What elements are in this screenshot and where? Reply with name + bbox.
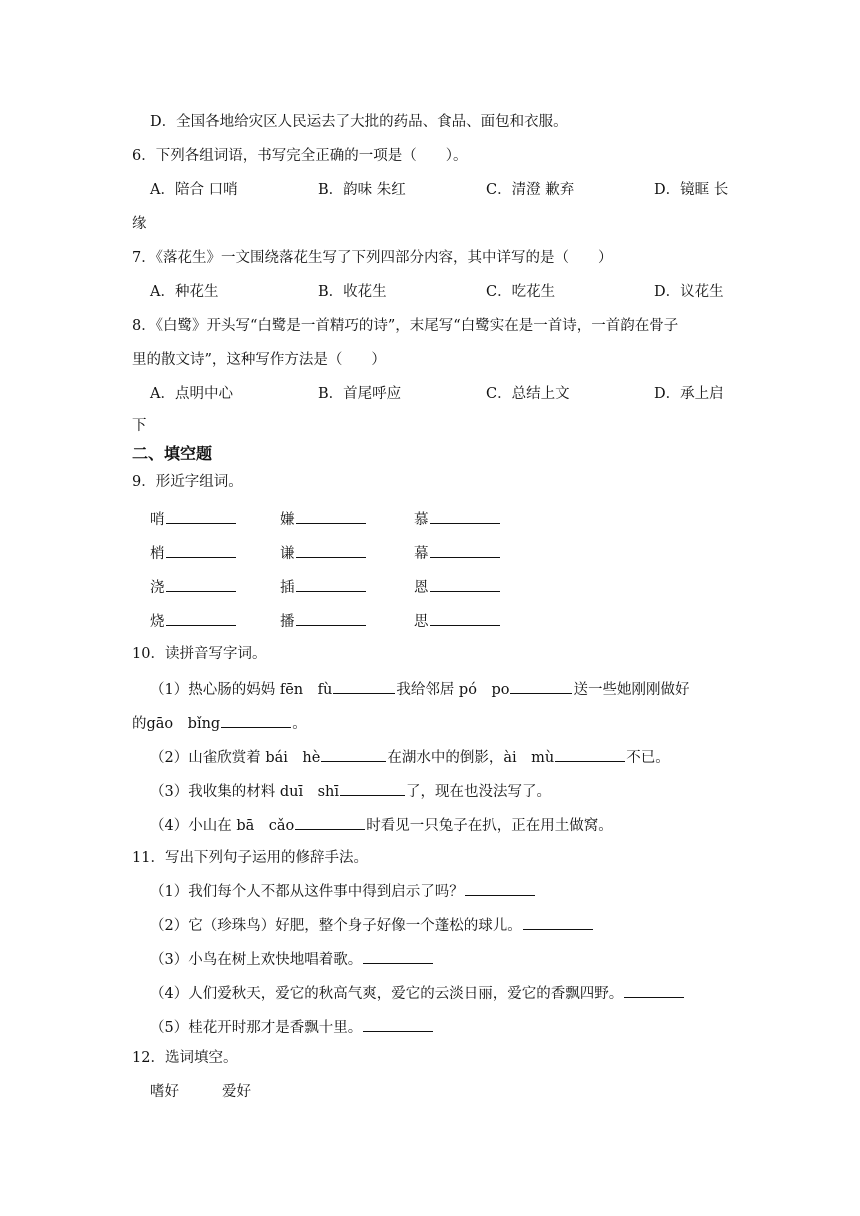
q11-blank[interactable]	[363, 948, 433, 964]
q10-text: 不已。	[626, 750, 670, 766]
q6-option-c[interactable]: C．清澄 歉弃	[486, 182, 575, 198]
q10-item-2	[150, 746, 670, 768]
q9-char: 幕	[414, 546, 429, 562]
q9-cell	[150, 576, 237, 598]
q10-text: 时看见一只兔子在扒，正在用土做窝。	[366, 818, 613, 834]
q11-item-3	[150, 948, 434, 970]
q11-stem: 11．写出下列句子运用的修辞手法。	[132, 850, 368, 866]
q11-text: （5）桂花开时那才是香飘十里。	[150, 1020, 363, 1036]
q12-word-2: 爱好	[222, 1084, 251, 1100]
q9-cell	[150, 610, 237, 632]
q10-text: 我给邻居 pó po	[396, 682, 510, 698]
q10-item-1-wrap	[132, 712, 307, 734]
q9-cell	[280, 610, 367, 632]
q9-char: 梢	[150, 546, 165, 562]
q5-option-d: D．全国各地给灾区人民运去了大批的药品、食品、面包和衣服。	[150, 114, 568, 130]
q8-option-a[interactable]: A．点明中心	[150, 386, 233, 402]
q10-blank[interactable]	[295, 814, 365, 830]
q9-char: 思	[414, 614, 429, 630]
q7-option-d[interactable]: D．议花生	[654, 284, 724, 300]
q9-blank[interactable]	[430, 508, 500, 524]
q9-char: 烧	[150, 614, 165, 630]
q11-text: （3）小鸟在树上欢快地唱着歌。	[150, 952, 363, 968]
q9-stem: 9．形近字组词。	[132, 474, 243, 490]
q11-blank[interactable]	[363, 1016, 433, 1032]
q9-char: 浇	[150, 580, 165, 596]
q11-item-2	[150, 914, 594, 936]
q10-text: 在湖水中的倒影，ài mù	[387, 750, 555, 766]
q11-blank[interactable]	[523, 914, 593, 930]
q9-cell	[414, 508, 501, 530]
q9-char: 插	[280, 580, 295, 596]
q8-stem-line2: 里的散文诗”，这种写作方法是（ ）	[132, 352, 386, 368]
q11-blank[interactable]	[624, 982, 684, 998]
q6-option-b[interactable]: B．韵味 朱红	[318, 182, 406, 198]
q9-blank[interactable]	[166, 542, 236, 558]
q9-char: 哨	[150, 512, 165, 528]
q12-word-1: 嗜好	[150, 1084, 179, 1100]
q10-blank[interactable]	[321, 746, 386, 762]
q7-option-c[interactable]: C．吃花生	[486, 284, 556, 300]
q12-stem: 12．选词填空。	[132, 1050, 238, 1066]
q7-option-b[interactable]: B．收花生	[318, 284, 387, 300]
q9-blank[interactable]	[166, 508, 236, 524]
q9-cell	[280, 508, 367, 530]
q10-blank[interactable]	[221, 712, 291, 728]
q10-blank[interactable]	[510, 678, 572, 694]
q10-blank[interactable]	[333, 678, 395, 694]
q10-text: 了，现在也没法写了。	[406, 784, 552, 800]
q10-text: 送一些她刚刚做好	[573, 682, 690, 698]
q11-item-4	[150, 982, 685, 1004]
q9-char: 谦	[280, 546, 295, 562]
q6-option-a[interactable]: A．陪合 口哨	[150, 182, 238, 198]
q10-item-1	[150, 678, 689, 700]
q11-text: （1）我们每个人不都从这件事中得到启示了吗？	[150, 884, 464, 900]
q7-option-a[interactable]: A．种花生	[150, 284, 219, 300]
q9-blank[interactable]	[296, 610, 366, 626]
q10-item-3	[150, 780, 551, 802]
q9-char: 播	[280, 614, 295, 630]
q9-blank[interactable]	[296, 576, 366, 592]
q9-blank[interactable]	[166, 576, 236, 592]
q11-item-1	[150, 880, 536, 902]
q10-blank[interactable]	[555, 746, 625, 762]
q11-blank[interactable]	[465, 880, 535, 896]
q9-cell	[280, 542, 367, 564]
q9-blank[interactable]	[166, 610, 236, 626]
q8-option-d-wrap: 下	[132, 418, 147, 434]
q10-item-4	[150, 814, 613, 836]
q8-stem-line1: 8．《白鹭》开头写“白鹭是一首精巧的诗”，末尾写“白鹭实在是一首诗，一首韵在骨子	[132, 318, 679, 334]
q6-option-d-wrap: 缘	[132, 216, 147, 232]
q11-text: （2）它（珍珠鸟）好肥，整个身子好像一个蓬松的球儿。	[150, 918, 522, 934]
q10-stem: 10．读拼音写字词。	[132, 646, 267, 662]
q10-text: （1）热心肠的妈妈 fēn fù	[150, 682, 333, 698]
q10-text: 的gāo bǐng	[132, 716, 221, 732]
q9-cell	[414, 576, 501, 598]
q9-blank[interactable]	[296, 508, 366, 524]
q8-option-d[interactable]: D．承上启	[654, 386, 724, 402]
q11-text: （4）人们爱秋天，爱它的秋高气爽，爱它的云淡日丽，爱它的香飘四野。	[150, 986, 624, 1002]
q7-stem: 7．《落花生》一文围绕落花生写了下列四部分内容，其中详写的是（ ）	[132, 250, 613, 266]
q9-cell	[414, 542, 501, 564]
q8-option-c[interactable]: C．总结上文	[486, 386, 570, 402]
q9-blank[interactable]	[296, 542, 366, 558]
q10-text: 。	[292, 716, 307, 732]
q9-char: 嫌	[280, 512, 295, 528]
q11-item-5	[150, 1016, 434, 1038]
q9-cell	[280, 576, 367, 598]
q9-cell	[150, 542, 237, 564]
section-title: 二、填空题	[132, 444, 213, 463]
q9-blank[interactable]	[430, 576, 500, 592]
q10-text: （2）山雀欣赏着 bái hè	[150, 750, 321, 766]
q9-char: 慕	[414, 512, 429, 528]
q10-text: （3）我收集的材料 duī shī	[150, 784, 340, 800]
q10-blank[interactable]	[340, 780, 405, 796]
q9-blank[interactable]	[430, 542, 500, 558]
q8-option-b[interactable]: B．首尾呼应	[318, 386, 402, 402]
q6-option-d[interactable]: D．镜眶 长	[654, 182, 729, 198]
q6-stem: 6．下列各组词语，书写完全正确的一项是（ ）。	[132, 148, 468, 164]
q9-char: 恩	[414, 580, 429, 596]
q9-blank[interactable]	[430, 610, 500, 626]
q9-cell	[150, 508, 237, 530]
q10-text: （4）小山在 bā cǎo	[150, 818, 295, 834]
q9-cell	[414, 610, 501, 632]
